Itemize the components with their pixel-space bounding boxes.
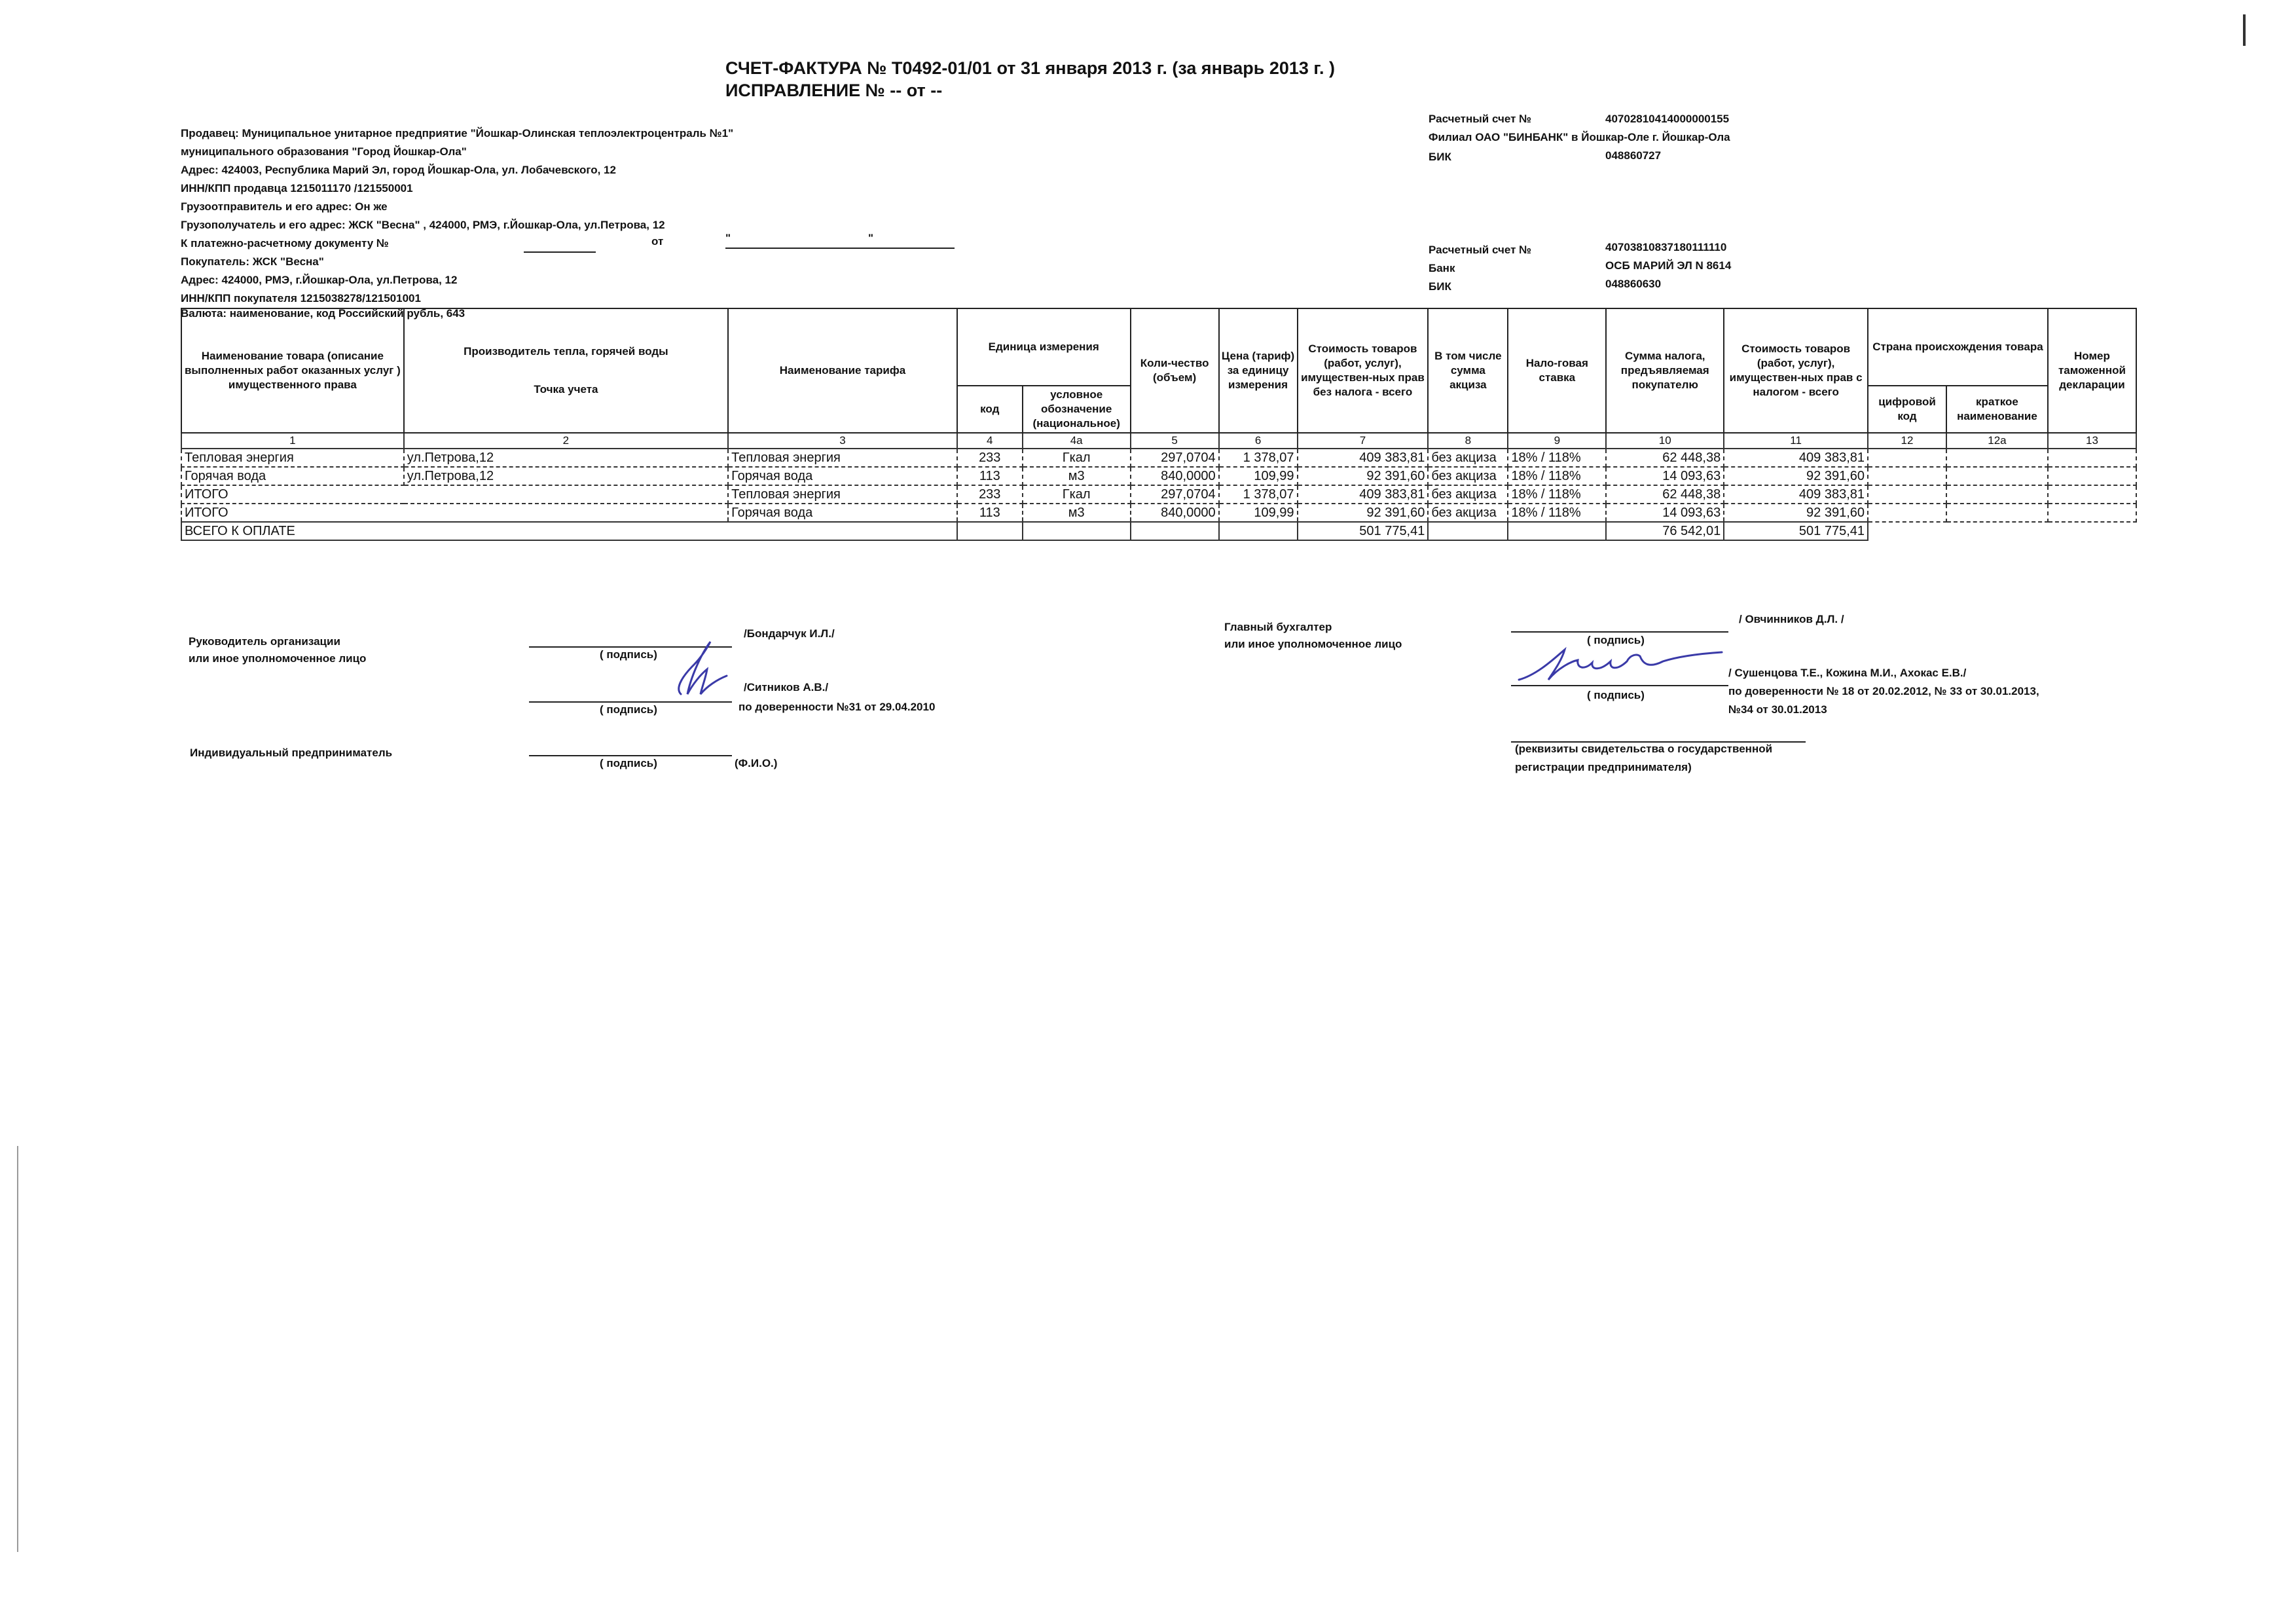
seller-line: Продавец: Муниципальное унитарное предприятие "Йошкар-Олинская теплоэлектроцентраль №1" <box>181 127 734 139</box>
cell-total: 409 383,81 <box>1724 449 1868 467</box>
cell-empty <box>1946 449 2048 467</box>
header-country-name: краткое наименование <box>1946 386 2048 433</box>
scan-edge-left <box>17 1146 18 1552</box>
deputies-signature-line <box>1511 685 1728 686</box>
entrepreneur-signature-caption: ( подпись) <box>600 757 657 769</box>
deputies-names: / Сушенцова Т.Е., Кожина М.И., Ахокас Е.В./ <box>1728 667 1967 679</box>
cell-empty <box>1868 522 1946 540</box>
col-number: 4 <box>957 433 1023 449</box>
header-cost: Стоимость товаров (работ, услуг), имуществен-ных прав без налога - всего <box>1298 308 1429 433</box>
col-number: 8 <box>1428 433 1508 449</box>
cell-code: 113 <box>957 467 1023 485</box>
director-name: /Бондарчук И.Л./ <box>744 627 835 640</box>
header-unit-code: код <box>957 386 1023 433</box>
cell-empty <box>1868 485 1946 504</box>
director-signature-caption: ( подпись) <box>600 648 657 661</box>
seller-bank-branch: Филиал ОАО "БИНБАНК" в Йошкар-Оле г. Йошкар-Ола <box>1429 131 1730 143</box>
buyer-bank-label: Банк <box>1429 262 1455 274</box>
col-number: 11 <box>1724 433 1868 449</box>
col-number: 12 <box>1868 433 1946 449</box>
cell-empty <box>1946 504 2048 522</box>
deputies-poa-2: №34 от 30.01.2013 <box>1728 703 1827 716</box>
cell-qty: 297,0704 <box>1131 485 1219 504</box>
cell-empty <box>1946 485 2048 504</box>
cell-unit: Гкал <box>1023 449 1131 467</box>
cell-price: 1 378,07 <box>1219 485 1298 504</box>
col-number: 2 <box>404 433 728 449</box>
cell-empty <box>1946 467 2048 485</box>
cell-point: ул.Петрова,12 <box>404 449 728 467</box>
deputy-name: /Ситников А.В./ <box>744 681 829 693</box>
cell-excise: без акциза <box>1428 504 1508 522</box>
cell-price: 109,99 <box>1219 504 1298 522</box>
grand-total-tax: 76 542,01 <box>1606 522 1724 540</box>
cell-rate: 18% / 118% <box>1508 485 1606 504</box>
seller-bik: 048860727 <box>1605 149 1662 162</box>
cell-unit: Гкал <box>1023 485 1131 504</box>
buyer: Покупатель: ЖСК "Весна" <box>181 255 324 268</box>
cell-name: ИТОГО <box>181 485 728 504</box>
header-unit: Единица измерения <box>957 308 1131 386</box>
header-country: Страна происхождения товара <box>1868 308 2048 386</box>
cell-code: 113 <box>957 504 1023 522</box>
cell-qty: 840,0000 <box>1131 504 1219 522</box>
cell-name: Горячая вода <box>181 467 404 485</box>
entrepreneur-fio-caption: (Ф.И.О.) <box>735 757 778 769</box>
cell-empty <box>1023 522 1131 540</box>
cell-empty <box>1868 504 1946 522</box>
cell-empty <box>1428 522 1508 540</box>
header-country-code: цифровой код <box>1868 386 1946 433</box>
column-numbers-row <box>181 433 2136 449</box>
cell-empty <box>1508 522 1606 540</box>
table-row <box>181 504 2136 522</box>
accountant-label: Главный бухгалтер <box>1224 621 1332 633</box>
header-unit-name: условное обозначение (национальное) <box>1023 386 1131 433</box>
buyer-account: 40703810837180111110 <box>1605 241 1727 253</box>
grand-total-label: ВСЕГО К ОПЛАТЕ <box>181 522 957 540</box>
cell-excise: без акциза <box>1428 449 1508 467</box>
cell-cost: 92 391,60 <box>1298 467 1429 485</box>
payment-date-line <box>725 248 955 249</box>
header-producer <box>404 308 728 433</box>
cell-tariff: Тепловая энергия <box>728 485 957 504</box>
col-number: 12а <box>1946 433 2048 449</box>
cell-tariff: Тепловая энергия <box>728 449 957 467</box>
accountant-label-2: или иное уполномоченное лицо <box>1224 638 1402 650</box>
consignee: Грузополучатель и его адрес: ЖСК "Весна" , 424000, РМЭ, г.Йошкар-Ола, ул.Петрова, 12 <box>181 219 665 231</box>
header-metering-point: Точка учета <box>534 383 598 396</box>
cell-qty: 840,0000 <box>1131 467 1219 485</box>
header-total: Стоимость товаров (работ, услуг), имуществен-ных прав с налогом - всего <box>1724 308 1868 433</box>
cell-empty <box>2048 467 2136 485</box>
entrepreneur-label: Индивидуальный предприниматель <box>190 747 393 759</box>
accountant-signature-caption: ( подпись) <box>1587 634 1645 646</box>
deputy-signature-line <box>529 701 732 703</box>
grand-total-row <box>181 522 2136 540</box>
header-customs: Номер таможенной декларации <box>2048 308 2136 433</box>
cell-unit: м3 <box>1023 504 1131 522</box>
buyer-bank: ОСБ МАРИЙ ЭЛ N 8614 <box>1605 259 1732 272</box>
cell-cost: 409 383,81 <box>1298 449 1429 467</box>
seller-account: 40702810414000000155 <box>1605 113 1730 125</box>
cell-point: ул.Петрова,12 <box>404 467 728 485</box>
deputy-poa: по доверенности №31 от 29.04.2010 <box>738 701 936 713</box>
cell-empty <box>1131 522 1219 540</box>
cell-empty <box>1219 522 1298 540</box>
buyer-inn: ИНН/КПП покупателя 1215038278/121501001 <box>181 292 421 304</box>
cell-total: 409 383,81 <box>1724 485 1868 504</box>
payment-number-line <box>524 251 596 253</box>
header-tax-rate: Нало-говая ставка <box>1508 308 1606 433</box>
cell-cost: 92 391,60 <box>1298 504 1429 522</box>
invoice-title: СЧЕТ-ФАКТУРА № Т0492-01/01 от 31 января 2013 г. (за январь 2013 г. ) <box>725 58 1335 78</box>
cell-total: 92 391,60 <box>1724 467 1868 485</box>
buyer-bik: 048860630 <box>1605 278 1662 290</box>
header-tax-amount: Сумма налога, предъявляемая покупателю <box>1606 308 1724 433</box>
cell-rate: 18% / 118% <box>1508 449 1606 467</box>
cell-tax: 14 093,63 <box>1606 467 1724 485</box>
cell-cost: 409 383,81 <box>1298 485 1429 504</box>
header-producer-text: Производитель тепла, горячей воды <box>464 345 668 358</box>
grand-total-cost: 501 775,41 <box>1298 522 1429 540</box>
cell-code: 233 <box>957 449 1023 467</box>
registration-caption-1: (реквизиты свидетельства о государственной <box>1515 743 1773 755</box>
director-signature-icon <box>655 629 740 707</box>
director-label: Руководитель организации <box>189 635 340 648</box>
seller-account-label: Расчетный счет № <box>1429 113 1532 125</box>
cell-qty: 297,0704 <box>1131 449 1219 467</box>
cell-rate: 18% / 118% <box>1508 504 1606 522</box>
payment-quote-close: " <box>868 232 874 244</box>
cell-tariff: Горячая вода <box>728 467 957 485</box>
col-number: 5 <box>1131 433 1219 449</box>
cell-empty <box>2048 522 2136 540</box>
cell-empty <box>957 522 1023 540</box>
payment-quote-open: " <box>725 232 731 244</box>
deputies-signature-caption: ( подпись) <box>1587 689 1645 701</box>
director-label-2: или иное уполномоченное лицо <box>189 652 367 665</box>
seller-municipality: муниципального образования "Город Йошкар-Ола" <box>181 145 467 158</box>
payment-document: К платежно-расчетному документу № <box>181 237 389 249</box>
cell-empty <box>1868 467 1946 485</box>
accountant-signature-icon <box>1512 642 1728 688</box>
col-number: 1 <box>181 433 404 449</box>
header-product-name: Наименование товара (описание выполненных работ оказанных услуг ) имущественного права <box>181 308 404 433</box>
buyer-address: Адрес: 424000, РМЭ, г.Йошкар-Ола, ул.Петрова, 12 <box>181 274 458 286</box>
cell-empty <box>1868 449 1946 467</box>
cell-empty <box>2048 449 2136 467</box>
payment-from-label: от <box>651 235 664 248</box>
seller-inn: ИНН/КПП продавца 1215011170 /121550001 <box>181 182 413 194</box>
cell-excise: без акциза <box>1428 467 1508 485</box>
table-row <box>181 485 2136 504</box>
header-tariff: Наименование тарифа <box>728 308 957 433</box>
seller-bik-label: БИК <box>1429 151 1451 163</box>
invoice-table <box>181 308 2137 541</box>
cell-price: 109,99 <box>1219 467 1298 485</box>
cell-empty <box>1946 522 2048 540</box>
cell-total: 92 391,60 <box>1724 504 1868 522</box>
header-price: Цена (тариф) за единицу измерения <box>1219 308 1298 433</box>
col-number: 7 <box>1298 433 1429 449</box>
table-row <box>181 467 2136 485</box>
col-number: 13 <box>2048 433 2136 449</box>
cell-name: ИТОГО <box>181 504 728 522</box>
deputy-signature-caption: ( подпись) <box>600 703 657 716</box>
cell-tax: 14 093,63 <box>1606 504 1724 522</box>
cell-code: 233 <box>957 485 1023 504</box>
cell-price: 1 378,07 <box>1219 449 1298 467</box>
deputies-poa-1: по доверенности № 18 от 20.02.2012, № 33 от 30.01.2013, <box>1728 685 2039 697</box>
buyer-account-label: Расчетный счет № <box>1429 244 1532 256</box>
col-number: 6 <box>1219 433 1298 449</box>
registration-caption-2: регистрации предпринимателя) <box>1515 761 1692 773</box>
table-row <box>181 449 2136 467</box>
col-number: 4а <box>1023 433 1131 449</box>
cell-tariff: Горячая вода <box>728 504 957 522</box>
cell-tax: 62 448,38 <box>1606 485 1724 504</box>
buyer-bik-label: БИК <box>1429 280 1451 293</box>
header-quantity: Коли-чество (объем) <box>1131 308 1219 433</box>
header-excise: В том числе сумма акциза <box>1428 308 1508 433</box>
shipper: Грузоотправитель и его адрес: Он же <box>181 200 388 213</box>
cell-excise: без акциза <box>1428 485 1508 504</box>
cell-empty <box>2048 504 2136 522</box>
seller-address: Адрес: 424003, Республика Марий Эл, город Йошкар-Ола, ул. Лобачевского, 12 <box>181 164 616 176</box>
grand-total-total: 501 775,41 <box>1724 522 1868 540</box>
cell-name: Тепловая энергия <box>181 449 404 467</box>
currency: Валюта: наименование, код Российский рубль, 643 <box>181 307 465 320</box>
col-number: 3 <box>728 433 957 449</box>
entrepreneur-signature-line <box>529 755 732 756</box>
accountant-name: / Овчинников Д.Л. / <box>1739 613 1844 625</box>
cell-empty <box>2048 485 2136 504</box>
col-number: 9 <box>1508 433 1606 449</box>
cell-unit: м3 <box>1023 467 1131 485</box>
scan-edge-right-mark <box>2243 14 2246 46</box>
col-number: 10 <box>1606 433 1724 449</box>
cell-rate: 18% / 118% <box>1508 467 1606 485</box>
invoice-correction: ИСПРАВЛЕНИЕ № -- от -- <box>725 81 943 100</box>
cell-tax: 62 448,38 <box>1606 449 1724 467</box>
accountant-signature-line <box>1511 631 1728 633</box>
